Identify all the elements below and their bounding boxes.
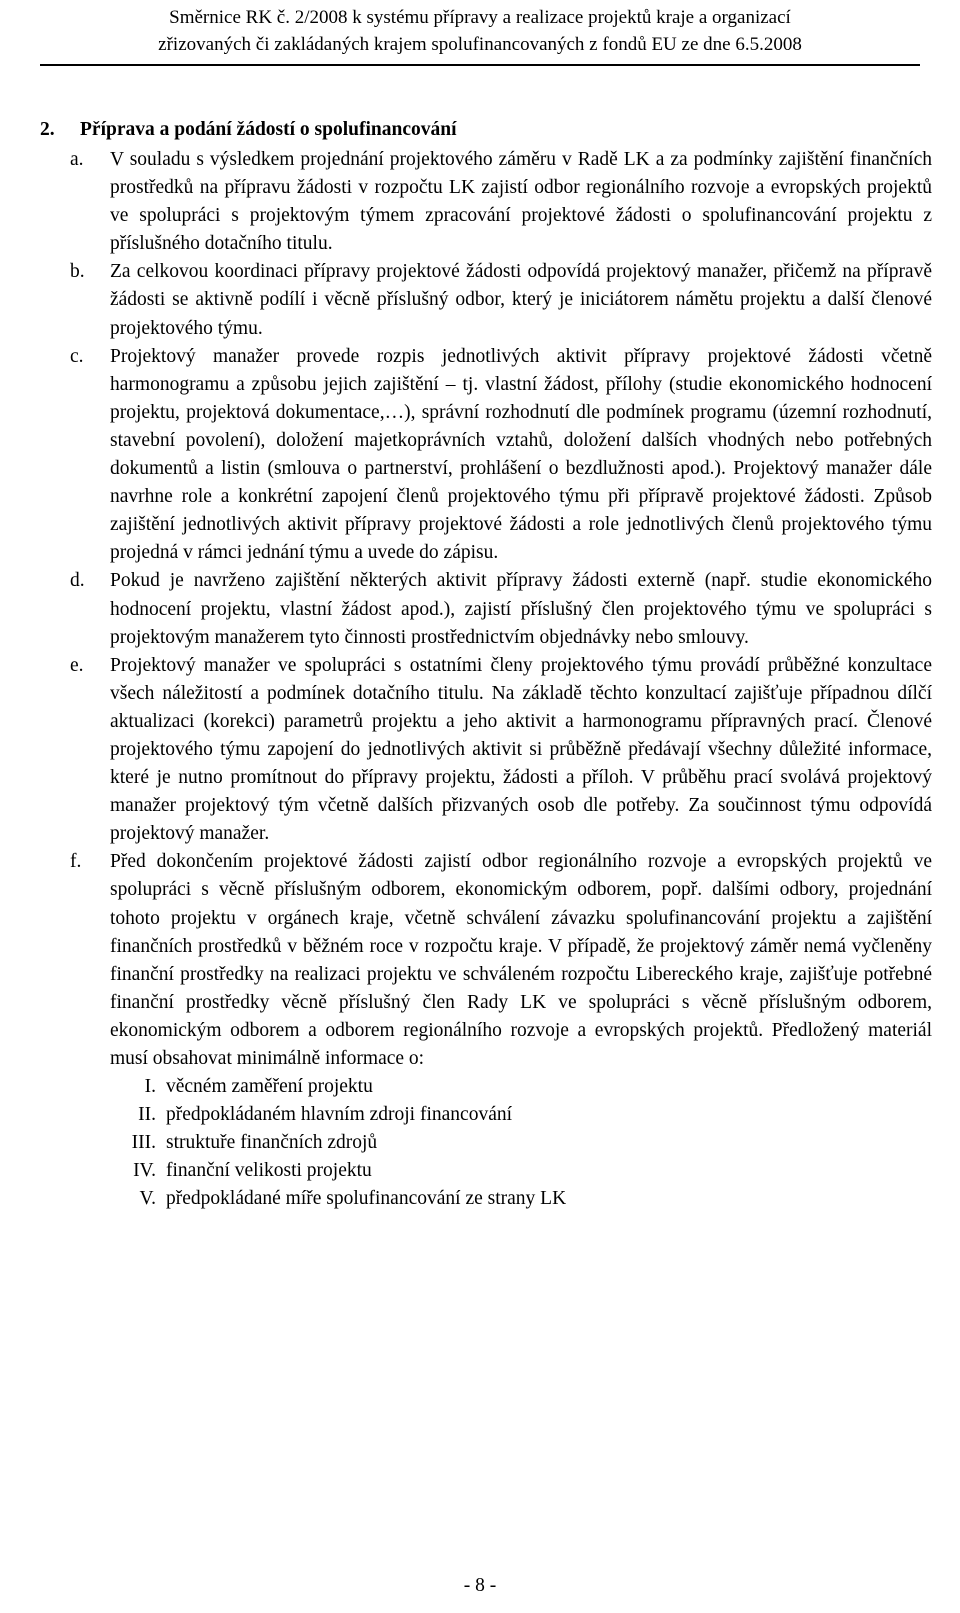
roman-list-item [110, 1073, 932, 1101]
list-marker: e. [70, 654, 84, 676]
roman-numeral: III. [131, 1132, 156, 1154]
list-item-text: V souladu s výsledkem projednání projektového záměru v Radě LK a za podmínky zajištění finančních prostředků na přípravu žádosti v rozpočtu LK zajistí odbor regionálního rozvoje a evropských projektů ve spolupráci s projektovým týmem zpracování projektové žádosti o spolufinancování projektu z příslušného dotačního titulu. [110, 149, 932, 255]
list-item-a [70, 146, 932, 258]
roman-list-item [110, 1185, 932, 1213]
list-marker: b. [70, 261, 85, 283]
list-item-d [70, 567, 932, 651]
roman-numeral: II. [138, 1104, 156, 1126]
list-item-text: Projektový manažer ve spolupráci s ostatními členy projektového týmu provádí průběžné konzultace všech náležitostí a podmínek dotačního titulu. Na základě těchto konzultací zajišťuje případnou dílčí aktualizaci (korekci) parametrů projektu a jeho aktivit a harmonogramu přípravných prací. Členové projektového týmu zapojení do jednotlivých aktivit si průběžně předávají všechny důležité informace, které je nutno promítnout do přípravy projektu, žádosti a příloh. V průběhu prací svolává projektový manažer projektový tým včetně dalších přizvaných osob dle potřeby. Za součinnost týmu odpovídá projektový manažer. [110, 654, 932, 845]
list-marker: d. [70, 570, 85, 592]
header-line-2: zřizovaných či zakládaných krajem spolufinancovaných z fondů EU ze dne 6.5.2008 [158, 34, 802, 55]
roman-sublist [110, 1073, 932, 1213]
list-item-f [70, 848, 932, 1073]
roman-item-text: předpokládané míře spolufinancování ze strany LK [166, 1188, 567, 1210]
section-number: 2. [40, 119, 55, 140]
roman-item-text: věcném zaměření projektu [166, 1076, 373, 1098]
roman-numeral: I. [144, 1076, 156, 1098]
list-marker: f. [70, 851, 82, 873]
list-item-text: Za celkovou koordinaci přípravy projektové žádosti odpovídá projektový manažer, přičemž na přípravě žádosti se aktivně podílí i věcně příslušný odbor, který je iniciátorem námětu projektu a další členové projektového týmu. [110, 261, 932, 339]
roman-item-text: finanční velikosti projektu [166, 1160, 372, 1182]
roman-numeral: IV. [133, 1160, 156, 1182]
roman-item-text: předpokládaném hlavním zdroji financování [166, 1104, 513, 1126]
header-line-1: Směrnice RK č. 2/2008 k systému přípravy a realizace projektů kraje a organizací [169, 7, 791, 28]
section-heading [40, 117, 457, 143]
header-divider [40, 64, 920, 66]
list-marker: c. [70, 345, 84, 367]
roman-list-item [110, 1129, 932, 1157]
list-item-text: Před dokončením projektové žádosti zajistí odbor regionálního rozvoje a evropských projektů ve spolupráci s věcně příslušným odborem, ekonomickým odborem, popř. dalšími odbory, projednání tohoto projektu v orgánech kraje, včetně schválení závazku spolufinancování projektu a zajištění finančních prostředků v běžném roce v rozpočtu kraje. V případě, že projektový záměr nemá vyčleněny finanční prostředky na realizaci projektu ve schváleném rozpočtu Libereckého kraje, zajišťuje potřebné finanční prostředky věcně příslušný člen Rady LK ve spolupráci s věcně příslušným odborem, ekonomickým odborem a odborem regionálního rozvoje a evropských projektů. Předložený materiál musí obsahovat minimálně informace o: [110, 851, 932, 1069]
page-number: - 8 - [463, 1575, 497, 1596]
section-body [70, 146, 932, 1214]
list-item-c [70, 343, 932, 568]
list-item-e [70, 652, 932, 849]
section-title: Příprava a podání žádostí o spolufinancování [80, 119, 457, 140]
roman-numeral: V. [139, 1188, 156, 1210]
roman-item-text: struktuře finančních zdrojů [166, 1132, 378, 1154]
page-header [40, 4, 920, 58]
list-item-text: Projektový manažer provede rozpis jednotlivých aktivit přípravy projektové žádosti včetně harmonogramu a způsobu jejich zajištění – tj. vlastní žádost, přílohy (studie ekonomického hodnocení projektu, projektová dokumentace,…), správní rozhodnutí dle podmínek programu (územní rozhodnutí, stavební povolení), doložení majetkoprávních vztahů, doložení dalších vhodných nebo potřebných dokumentů a listin (smlouva o partnerství, prohlášení o bezdlužnosti apod.). Projektový manažer dále navrhne role a konkrétní zapojení členů projektového týmu při přípravě projektové žádosti. Způsob zajištění jednotlivých aktivit přípravy projektové žádosti a role jednotlivých členů projektového týmu projedná v rámci jednání týmu a uvede do zápisu. [110, 345, 932, 564]
list-item-text: Pokud je navrženo zajištění některých aktivit přípravy žádosti externě (např. studie ekonomického hodnocení projektu, vlastní žádost apod.), zajistí příslušný člen projektového týmu ve spolupráci s projektovým manažerem tyto činnosti prostřednictvím objednávky nebo smlouvy. [110, 570, 932, 648]
roman-list-item [110, 1101, 932, 1129]
roman-list-item [110, 1157, 932, 1185]
list-marker: a. [70, 149, 84, 170]
list-item-b [70, 258, 932, 342]
